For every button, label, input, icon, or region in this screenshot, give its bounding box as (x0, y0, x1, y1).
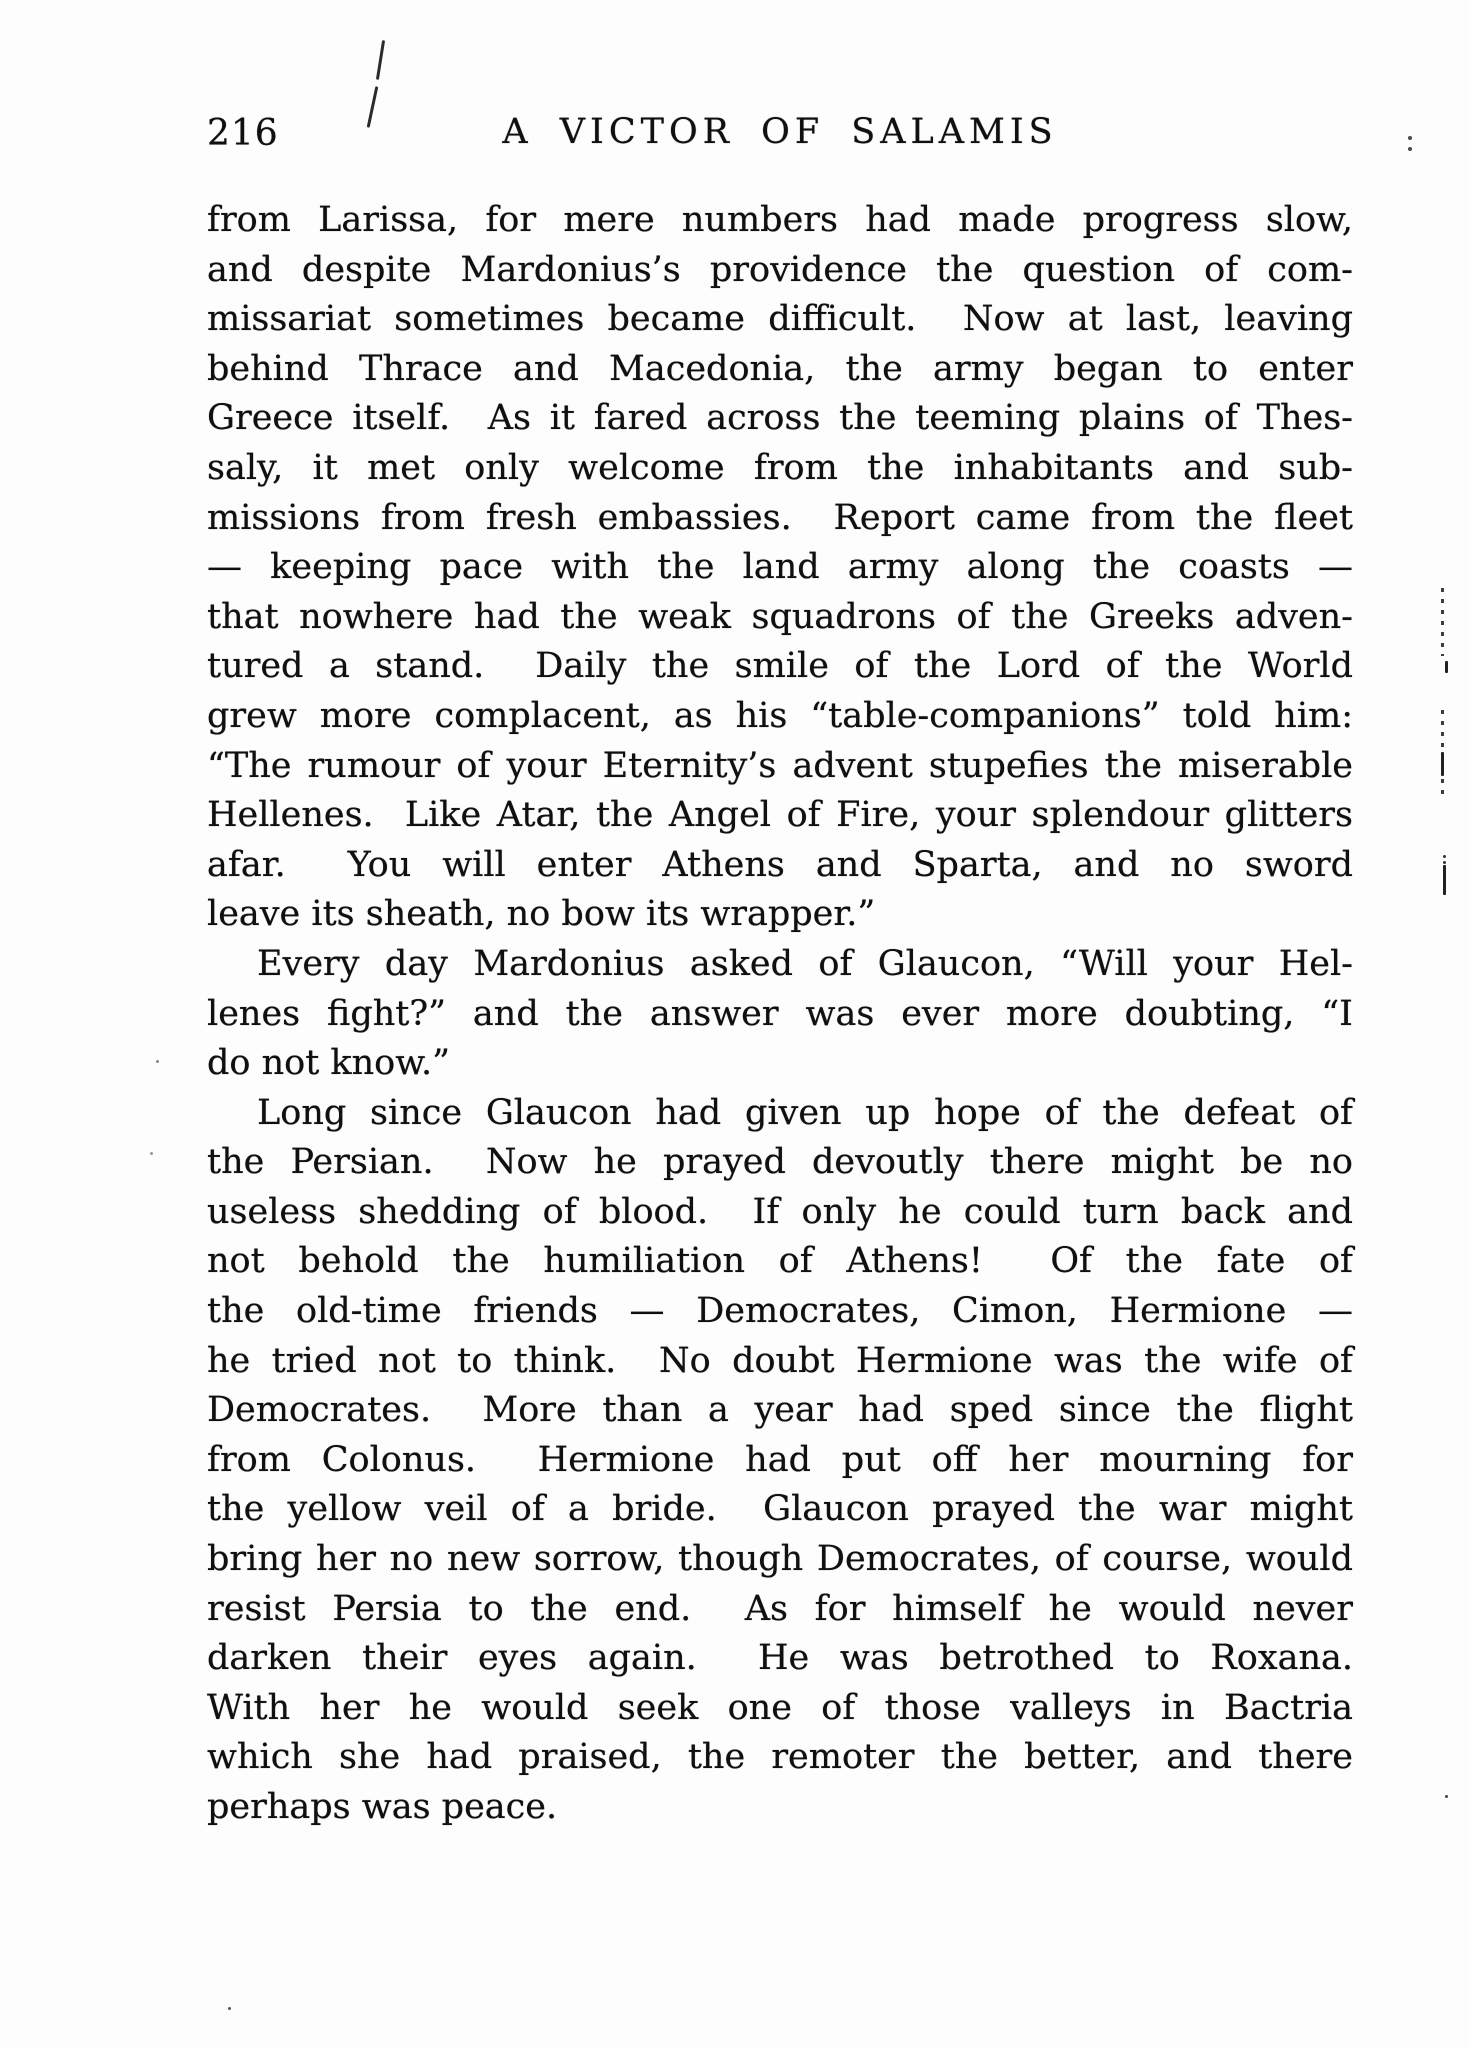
scan-speck (156, 1060, 159, 1063)
text-line: Hellenes. Like Atar, the Angel of Fire, your splendour glitters (207, 795, 1353, 836)
scan-dotted-line (1441, 588, 1444, 656)
text-line: Greece itself. As it fared across the teeming plains of Thes- (207, 398, 1353, 439)
text-line: Long since Glaucon had given up hope of the defeat of (257, 1092, 1353, 1133)
text-line: grew more complacent, as his “table-companions” told him: (207, 695, 1353, 736)
page-number: 216 (207, 113, 279, 154)
scan-speck (1443, 855, 1446, 858)
text-line: missariat sometimes became difficult. Now at last, leaving (207, 299, 1353, 340)
text-line: afar. You will enter Athens and Sparta, and no sword (207, 844, 1353, 885)
text-line: do not know.” (207, 1043, 451, 1084)
text-line: Every day Mardonius asked of Glaucon, “Will your Hel- (257, 943, 1353, 984)
scan-bar-mark (1443, 865, 1446, 895)
text-line: from Larissa, for mere numbers had made progress slow, (207, 200, 1353, 240)
text-line: missions from fresh embassies. Report came from the fleet (207, 497, 1353, 538)
text-line: “The rumour of your Eternity’s advent stupefies the miserable (207, 745, 1353, 786)
text-line: leave its sheath, no bow its wrapper.” (207, 894, 876, 935)
text-line: resist Persia to the end. As for himself he would never (207, 1588, 1353, 1629)
text-line: lenes fight?” and the answer was ever more doubting, “I (207, 993, 1353, 1034)
scan-bar-mark (1441, 752, 1444, 776)
text-line: behind Thrace and Macedonia, the army began to enter (207, 348, 1353, 389)
text-line: bring her no new sorrow, though Democrates, of course, would (207, 1539, 1353, 1580)
scan-speck (150, 1152, 153, 1155)
text-line: saly, it met only welcome from the inhabitants and sub- (207, 447, 1353, 488)
scan-tick-mark (1445, 661, 1448, 673)
text-line: the Persian. Now he prayed devoutly there might be no (207, 1142, 1353, 1183)
running-head (207, 112, 1353, 156)
scan-speck (1408, 136, 1412, 140)
text-line: not behold the humiliation of Athens! Of the fate of (207, 1241, 1353, 1282)
text-line: tured a stand. Daily the smile of the Lord of the World (207, 646, 1353, 687)
text-line: and despite Mardonius’s providence the question of com- (207, 249, 1353, 290)
text-line: useless shedding of blood. If only he could turn back and (207, 1191, 1353, 1232)
running-header-title: A VICTOR OF SALAMIS (502, 112, 1058, 152)
text-line: perhaps was peace. (207, 1787, 558, 1827)
text-line: the old-time friends — Democrates, Cimon, Hermione — (207, 1291, 1353, 1332)
text-line: which she had praised, the remoter the better, and there (207, 1737, 1353, 1778)
scan-stroke-mark (376, 40, 385, 80)
text-line: from Colonus. Hermione had put off her mourning for (207, 1439, 1353, 1480)
scan-dotted-line (1441, 710, 1444, 754)
scan-dotted-line (1441, 779, 1444, 801)
text-line: he tried not to think. No doubt Hermione was the wife of (207, 1340, 1353, 1381)
text-line: — keeping pace with the land army along the coasts — (207, 547, 1353, 588)
text-line: darken their eyes again. He was betrothed to Roxana. (207, 1638, 1353, 1679)
scan-speck (1445, 1795, 1448, 1798)
text-line: With her he would seek one of those valleys in Bactria (207, 1687, 1353, 1728)
text-line: that nowhere had the weak squadrons of the Greeks adven- (207, 596, 1353, 637)
scan-speck (228, 2007, 231, 2010)
text-line: the yellow veil of a bride. Glaucon prayed the war might (207, 1489, 1353, 1530)
text-line: Democrates. More than a year had sped since the flight (207, 1390, 1353, 1431)
body-text (207, 196, 1353, 1833)
